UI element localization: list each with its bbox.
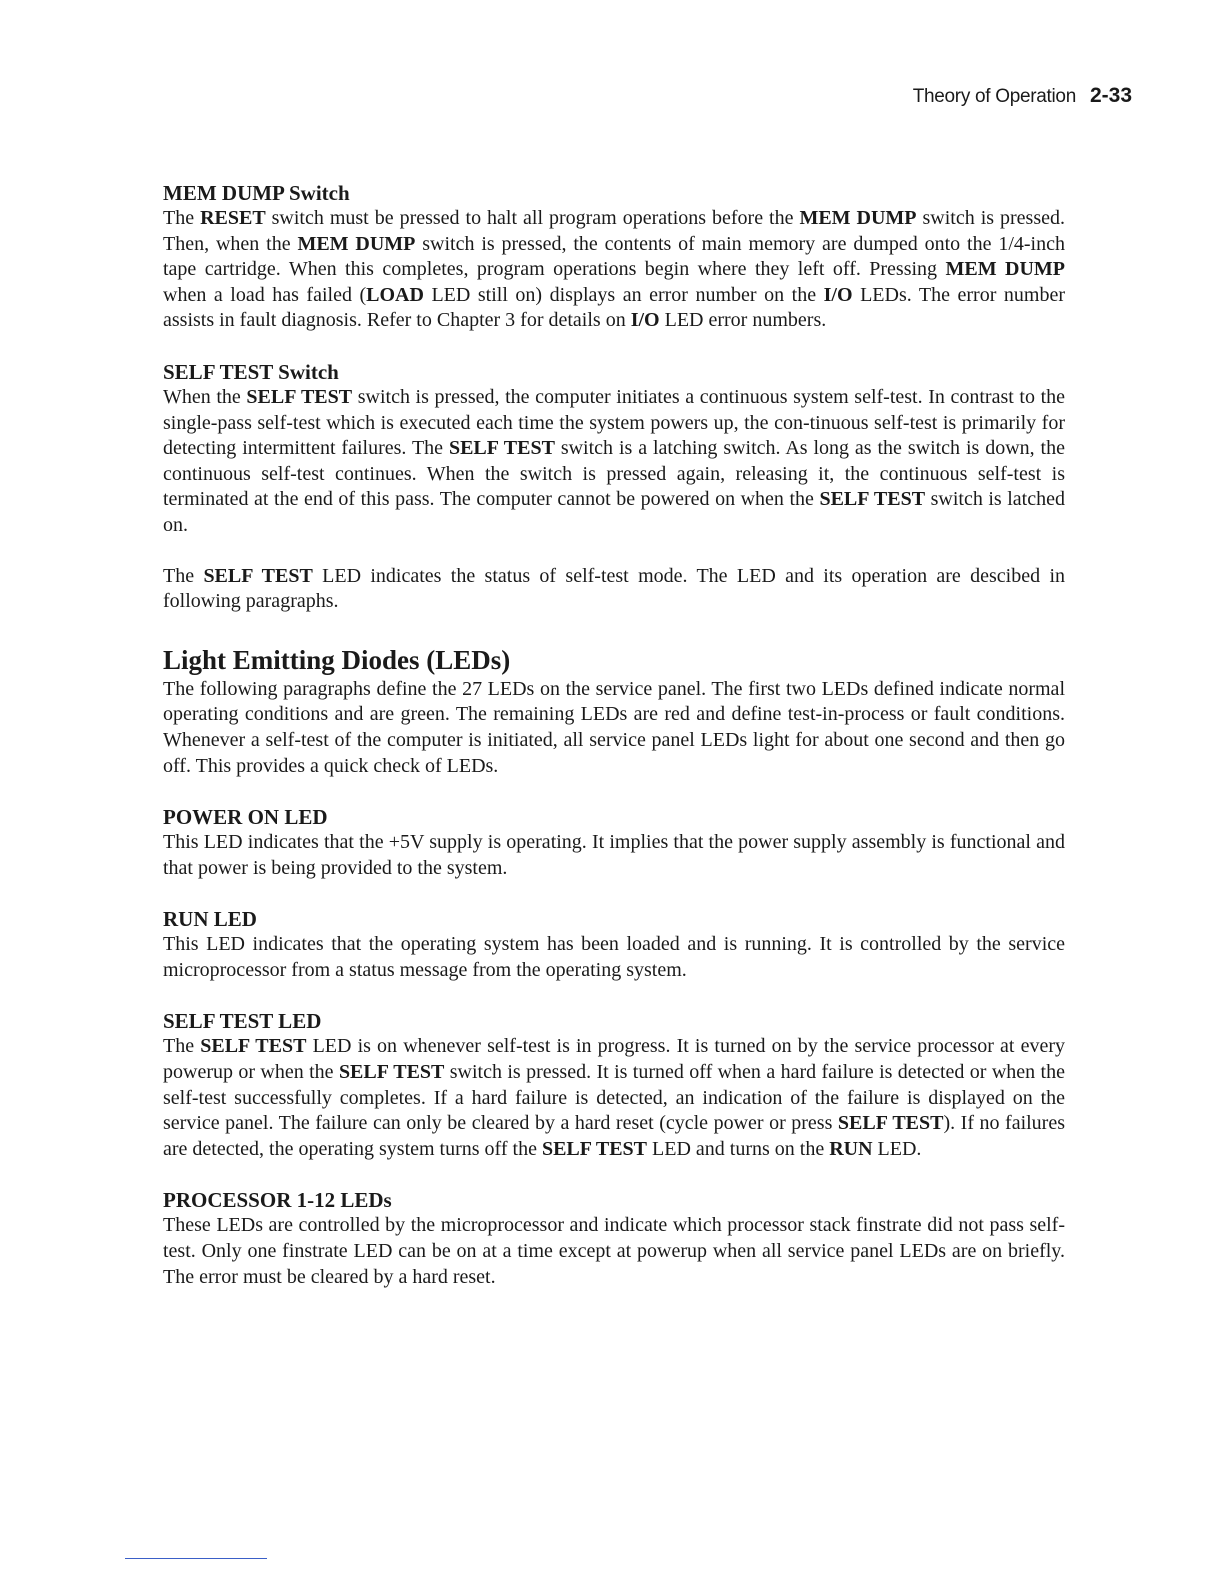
paragraph-run-led — [163, 932, 1065, 983]
paragraph-power-on-led — [163, 830, 1065, 881]
text-run: switch is pressed, the contents of main memory are dumped onto the 1/4-inch tape cartridge. When this completes, program operations begin where they left off. Pressing — [163, 232, 1065, 281]
bold-term: I/O — [823, 283, 853, 306]
section-processor-leds — [163, 1187, 1065, 1290]
text-run: LED indicates the status of self-test mode. The LED and its operation are descibed in following paragraphs. — [163, 564, 1065, 613]
page-body — [163, 180, 1065, 1315]
section-self-test-led — [163, 1008, 1065, 1162]
paragraph-self-test-switch-1 — [163, 385, 1065, 539]
text-run: This LED indicates that the +5V supply is operating. It implies that the power supply assembly is functional and that power is being provided to the system. — [163, 831, 1065, 879]
section-self-test-switch — [163, 359, 1065, 539]
text-run: switch is a latching switch. As long as the switch is down, the continuous self-test continues. When the switch is pressed again, releasing it, the continuous self-test is terminated at the end of this pass. The computer cannot be powered on when the — [163, 437, 1065, 511]
text-run: This LED indicates that the operating system has been loaded and is running. It is controlled by the service microprocessor from a status message from the operating system. — [163, 933, 1065, 981]
heading-run-led: RUN LED — [163, 907, 257, 932]
heading-power-on-led: POWER ON LED — [163, 805, 328, 830]
section-power-on-led — [163, 804, 1065, 881]
section-mem-dump — [163, 180, 1065, 334]
text-run: switch is pressed. Then, when the — [163, 207, 1065, 255]
bold-term: LOAD — [366, 283, 424, 306]
heading-mem-dump: MEM DUMP Switch — [163, 181, 350, 205]
bold-term: RUN — [829, 1137, 873, 1160]
bold-term: I/O — [630, 309, 660, 332]
paragraph-self-test-switch-2 — [163, 564, 1065, 615]
paragraph-leds — [163, 677, 1065, 779]
text-run: The — [163, 1035, 201, 1058]
paragraph-processor-leds — [163, 1213, 1065, 1290]
paragraph-self-test-led — [163, 1034, 1065, 1162]
text-run: These LEDs are controlled by the microprocessor and indicate which processor stack finstrate did not pass self-test. Only one finstrate LED can be on at a time except at powerup when all service panel LEDs are on briefly. The error must be cleared by a hard reset. — [163, 1214, 1065, 1288]
text-run: LED. — [872, 1137, 922, 1160]
heading-self-test-led: SELF TEST LED — [163, 1009, 322, 1034]
heading-processor-leds: PROCESSOR 1-12 LEDs — [163, 1188, 392, 1213]
bold-term: SELF TEST — [819, 488, 926, 511]
running-title: Theory of Operation — [912, 86, 1076, 107]
section-leds — [163, 643, 1065, 779]
text-run: When the — [163, 385, 247, 408]
bold-term: SELF TEST — [837, 1112, 944, 1135]
text-run: LED still on) displays an error number on the — [423, 283, 824, 306]
page-number: 2-33 — [1089, 84, 1132, 107]
text-run: LED is on whenever self-test is in progress. It is turned on by the service processor at every powerup or when the — [163, 1035, 1066, 1084]
heading-self-test-switch: SELF TEST Switch — [163, 359, 339, 384]
text-run: The following paragraphs define the 27 LEDs on the service panel. The first two LEDs defined indicate normal operating conditions and are green. The remaining LEDs are red and define test-in-process or fault conditions. Whenever a self-test of the computer is initiated, all service panel LEDs light for about one second and then go off. This provides a quick check of LEDs. — [163, 677, 1065, 777]
text-run: when a load has failed ( — [163, 283, 367, 306]
text-run: switch is pressed, the computer initiates a continuous system self-test. In contrast to the single-pass self-test which is executed each time the system powers up, the con-tinuous self-test is primarily for detecting intermittent failures. The — [163, 385, 1066, 460]
text-run: switch is pressed. It is turned off when a hard failure is detected or when the self-test successfully completes. If a hard failure is detected, an indication of the failure is displayed on the service panel. The failure can only be cleared by a hard reset (cycle power or press — [163, 1061, 1065, 1135]
paragraph-mem-dump — [163, 206, 1065, 334]
text-run: ). If no failures are detected, the operating system turns off the — [163, 1112, 1066, 1160]
section-self-test-led-note — [163, 564, 1065, 615]
text-run: switch is latched on. — [163, 488, 1065, 536]
text-run: switch must be pressed to halt all program operations before the — [265, 207, 800, 229]
bold-term: SELF TEST — [246, 385, 353, 408]
bold-term: RESET — [200, 207, 266, 229]
bold-term: MEM DUMP — [799, 207, 917, 229]
bold-term: SELF TEST — [200, 1035, 307, 1058]
footer-rule — [125, 1558, 267, 1559]
section-run-led — [163, 906, 1065, 983]
text-run: The — [163, 564, 204, 587]
heading-leds: Light Emitting Diodes (LEDs) — [163, 644, 511, 675]
bold-term: MEM DUMP — [945, 258, 1066, 281]
bold-term: SELF TEST — [448, 437, 555, 460]
page-header — [913, 84, 1132, 109]
bold-term: SELF TEST — [338, 1061, 445, 1084]
text-run: LED and turns on the — [647, 1137, 830, 1160]
text-run: LEDs. The error number assists in fault diagnosis. Refer to Chapter 3 for details on — [163, 283, 1065, 332]
bold-term: SELF TEST — [203, 564, 313, 587]
text-run: LED error numbers. — [659, 309, 827, 332]
bold-term: MEM DUMP — [297, 232, 416, 255]
text-run: The — [163, 207, 201, 229]
bold-term: SELF TEST — [541, 1137, 648, 1160]
